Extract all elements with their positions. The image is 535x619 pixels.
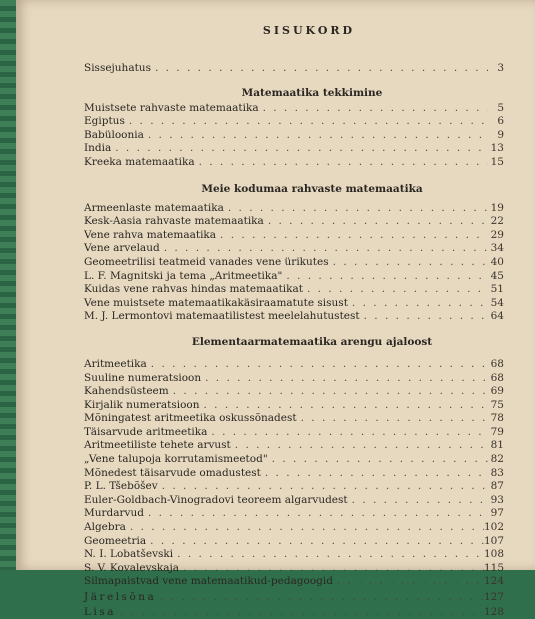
section-heading-2: Meie kodumaa rahvaste matemaatika: [201, 182, 423, 195]
entry-page: 19: [490, 201, 504, 214]
leader-dots: [151, 62, 488, 76]
entry-page: 13: [490, 142, 504, 155]
entry-title: Euler-Goldbach-Vinogradovi teoreem algarvudest: [84, 493, 348, 506]
toc-entry: [84, 229, 504, 243]
entry-page: 45: [490, 269, 504, 282]
entry-title: L. F. Magnitski ja tema „Aritmeetika": [84, 269, 283, 282]
entry-title: Kreeka matemaatika: [84, 155, 195, 168]
entry-page: 115: [483, 561, 504, 574]
toc-entry: [84, 156, 504, 170]
entry-title: Vene arvelaud: [84, 242, 160, 255]
toc-entry: [84, 521, 504, 535]
entry-title: „Vene talupoja korrutamismeetod": [84, 453, 268, 466]
leader-dots: [261, 467, 488, 481]
entry-page: 3: [497, 62, 504, 74]
leader-dots: [116, 606, 484, 619]
table-of-contents: [84, 0, 504, 619]
entry-title: Muistsete rahvaste matemaatika: [84, 101, 259, 114]
entry-page: 15: [490, 155, 504, 168]
toc-entry: [84, 562, 504, 576]
entry-page: 75: [490, 398, 504, 411]
entry-title: S. V. Kovalevskaja: [84, 561, 180, 574]
toc-entry: [84, 507, 504, 521]
toc-title: SISUKORD: [262, 24, 356, 37]
entry-page: 102: [483, 521, 504, 534]
leader-dots: [144, 507, 488, 521]
toc-entry: [84, 494, 504, 508]
entry-title: Kuidas vene rahvas hindas matemaatikat: [84, 283, 303, 296]
toc-entry: [84, 102, 504, 116]
book-page: [16, 0, 535, 618]
section-3-entries: [84, 358, 504, 589]
toc-entry: [84, 129, 504, 143]
leader-dots: [282, 270, 488, 284]
section-2-entries: [84, 202, 504, 324]
entry-title: Silmapaistvad vene matemaatikud-pedagoogid: [84, 575, 333, 588]
entry-title: Aritmeetika: [84, 357, 147, 370]
leader-dots: [156, 591, 484, 605]
entry-page: 124: [483, 575, 504, 588]
leader-dots: [147, 358, 488, 372]
leader-dots: [200, 399, 489, 413]
leader-dots: [348, 494, 488, 508]
leader-dots: [303, 283, 488, 297]
toc-entry: [84, 426, 504, 440]
toc-entry: [84, 256, 504, 270]
toc-entry: [84, 439, 504, 453]
toc-entry: [84, 480, 504, 494]
entry-title: P. L. Tšebõšev: [84, 480, 158, 493]
leader-dots: [125, 115, 488, 129]
leader-dots: [144, 129, 488, 143]
entry-title: Kesk-Aasia rahvaste matemaatika: [84, 215, 264, 228]
toc-entry: [84, 115, 504, 129]
entry-title: Aritmeetiliste tehete arvust: [84, 439, 231, 452]
entry-title: Egiptus: [84, 115, 125, 128]
leader-dots: [195, 156, 488, 170]
entry-title: Armeenlaste matemaatika: [84, 201, 224, 214]
entry-page: 87: [490, 480, 504, 493]
entry-title: Murdarvud: [84, 507, 144, 520]
toc-entry: [84, 535, 504, 549]
entry-page: 107: [483, 534, 504, 547]
toc-entry: [84, 385, 504, 399]
entry-title: Mõningatest aritmeetika oskussõnadest: [84, 412, 297, 425]
leader-dots: [207, 426, 488, 440]
entry-page: 29: [490, 228, 504, 241]
entry-page: 78: [490, 412, 504, 425]
book-spine-edge: [0, 0, 16, 570]
leader-dots: [160, 242, 488, 256]
entry-page: 51: [490, 283, 504, 296]
leader-dots: [126, 521, 484, 535]
toc-entry: [84, 142, 504, 156]
toc-entry: [84, 453, 504, 467]
entry-page: 54: [490, 296, 504, 309]
toc-entry: [84, 358, 504, 372]
toc-entry: [84, 270, 504, 284]
leader-dots: [259, 102, 488, 116]
toc-entry: [84, 372, 504, 386]
entry-title: Mõnedest täisarvude omadustest: [84, 466, 261, 479]
entry-page: 97: [490, 507, 504, 520]
toc-entry: [84, 399, 504, 413]
toc-entry: [84, 310, 504, 324]
leader-dots: [169, 385, 488, 399]
leader-dots: [146, 535, 484, 549]
entry-page: 83: [490, 466, 504, 479]
entry-title: Algebra: [84, 521, 126, 534]
section-1-entries: [84, 102, 504, 170]
leader-dots: [348, 297, 488, 311]
entry-page: 64: [490, 310, 504, 323]
entry-page: 68: [490, 371, 504, 384]
entry-page: 93: [490, 493, 504, 506]
leader-dots: [231, 439, 488, 453]
toc-entry: [84, 297, 504, 311]
toc-entry: [84, 467, 504, 481]
toc-entry: [84, 202, 504, 216]
entry-title: Vene muistsete matemaatikakäsiraamatute sisust: [84, 296, 348, 309]
entry-title: Babüloonia: [84, 128, 144, 141]
entry-title: Kahendsüsteem: [84, 385, 169, 398]
entry-title: Vene rahva matemaatika: [84, 228, 217, 241]
entry-title: Geomeetrilisi teatmeid vanades vene ürikutes: [84, 255, 329, 268]
leader-dots: [333, 575, 484, 589]
section-heading-1: Matemaatika tekkimine: [241, 86, 383, 99]
toc-entry: [84, 412, 504, 426]
leader-dots: [297, 412, 488, 426]
entry-title: Sissejuhatus: [84, 62, 151, 74]
leader-dots: [216, 229, 488, 243]
leader-dots: [111, 142, 488, 156]
leader-dots: [329, 256, 488, 270]
entry-page: 68: [490, 357, 504, 370]
entry-page: 108: [483, 548, 504, 561]
toc-entry-intro: [84, 62, 504, 76]
entry-page: 34: [490, 242, 504, 255]
toc-entry: [84, 548, 504, 562]
entry-title: Täisarvude aritmeetika: [84, 425, 208, 438]
entry-page: 79: [490, 425, 504, 438]
leader-dots: [264, 215, 488, 229]
entry-page: 69: [490, 385, 504, 398]
entry-page: 22: [490, 215, 504, 228]
toc-entry-appendix: [84, 606, 504, 619]
leader-dots: [201, 372, 488, 386]
toc-entry-afterword: [84, 591, 504, 605]
entry-title: Geomeetria: [84, 534, 147, 547]
entry-page: 9: [497, 128, 504, 141]
entry-page: 82: [490, 453, 504, 466]
leader-dots: [173, 548, 484, 562]
leader-dots: [224, 202, 488, 216]
toc-entry: [84, 283, 504, 297]
entry-page: 81: [490, 439, 504, 452]
entry-page: 6: [497, 115, 504, 128]
entry-title: N. I. Lobatševski: [84, 548, 174, 561]
leader-dots: [158, 480, 488, 494]
entry-title: India: [84, 142, 112, 155]
entry-title: Lisa: [84, 605, 116, 618]
entry-page: 40: [490, 255, 504, 268]
leader-dots: [179, 562, 484, 576]
entry-page: 5: [497, 101, 504, 114]
entry-title: Suuline numeratsioon: [84, 371, 202, 384]
entry-title: Kirjalik numeratsioon: [84, 398, 200, 411]
section-heading-3: Elementaarmatemaatika arengu ajaloost: [191, 335, 433, 348]
entry-page: 127: [483, 591, 504, 603]
entry-title: Järelsõna: [84, 591, 157, 603]
leader-dots: [360, 310, 488, 324]
entry-page: 128: [483, 605, 504, 618]
toc-entry: [84, 215, 504, 229]
toc-entry: [84, 575, 504, 589]
leader-dots: [268, 453, 488, 467]
toc-entry: [84, 242, 504, 256]
entry-title: M. J. Lermontovi matemaatilistest meelelahutustest: [84, 310, 360, 323]
